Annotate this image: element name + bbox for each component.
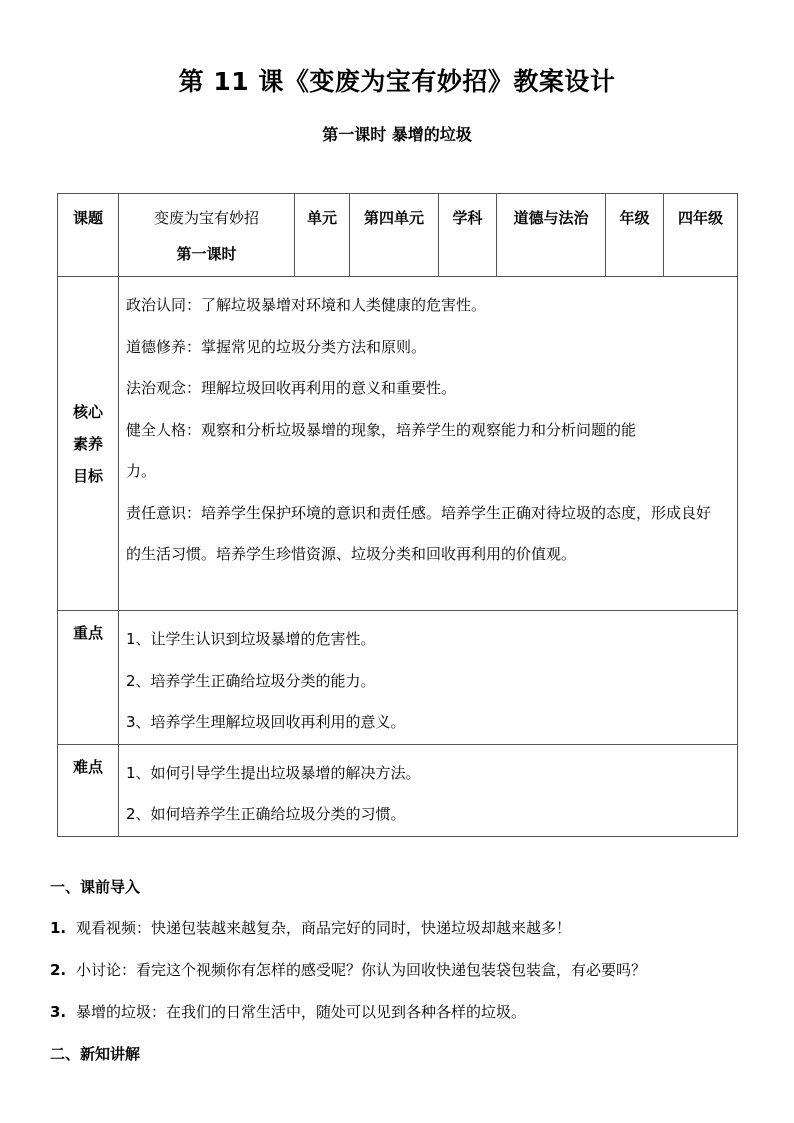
section-heading-intro: 一、课前导入 xyxy=(50,878,141,896)
list-item xyxy=(50,959,646,980)
core-label-line: 目标 xyxy=(72,466,103,485)
core-row xyxy=(58,277,738,611)
list-item-number: 2. xyxy=(50,961,67,979)
subject-value: 道德与法治 xyxy=(513,209,589,227)
list-item xyxy=(50,917,571,938)
grade-value: 四年级 xyxy=(677,209,723,227)
list-item xyxy=(50,1001,526,1022)
unit-value-cell xyxy=(350,194,439,277)
core-item: 健全人格：观察和分析垃圾暴增的现象，培养学生的观察能力和分析问题的能力。 xyxy=(126,420,637,480)
core-item: 法治观念：理解垃圾回收再利用的意义和重要性。 xyxy=(126,379,457,397)
difficulty-content-cell xyxy=(119,744,738,836)
topic-value-line2: 第一课时 xyxy=(176,245,237,263)
unit-label: 单元 xyxy=(306,209,337,227)
unit-label-cell xyxy=(295,194,350,277)
core-item: 政治认同：了解垃圾暴增对环境和人类健康的危害性。 xyxy=(126,296,487,314)
difficulty-label-cell xyxy=(58,744,119,836)
core-item: 道德修养：掌握常见的垃圾分类方法和原则。 xyxy=(126,337,427,356)
difficulty-item: 2、如何培养学生正确给垃圾分类的习惯。 xyxy=(126,805,406,823)
list-item-number: 1. xyxy=(50,919,67,937)
core-label-cell xyxy=(58,277,119,611)
grade-label: 年级 xyxy=(619,209,650,227)
list-item-text: 暴增的垃圾：在我们的日常生活中，随处可以见到各种各样的垃圾。 xyxy=(76,1003,527,1021)
core-label-line: 素养 xyxy=(72,434,103,453)
key-label: 重点 xyxy=(72,624,103,642)
document-title: 第 11 课《变废为宝有妙招》教案设计 xyxy=(178,67,616,96)
unit-value: 第四单元 xyxy=(363,209,424,227)
core-label-line: 核心 xyxy=(72,402,103,421)
core-item: 责任意识：培养学生保护环境的意识和责任感。培养学生正确对待垃圾的态度，形成良好的生活习惯。培养学生珍惜资源、垃圾分类和回收再利用的价值观。 xyxy=(126,503,712,563)
lesson-plan-table xyxy=(57,193,738,837)
list-item-text: 小讨论：看完这个视频你有怎样的感受呢？你认为回收快递包装袋包装盒，有必要吗？ xyxy=(76,961,647,979)
list-item-number: 3. xyxy=(50,1003,67,1021)
subject-value-cell xyxy=(497,194,606,277)
topic-label-cell xyxy=(58,194,119,277)
key-label-cell xyxy=(58,611,119,745)
difficulty-row xyxy=(58,744,738,836)
key-item: 3、培养学生理解垃圾回收再利用的意义。 xyxy=(126,713,406,731)
section-heading-new-knowledge: 二、新知讲解 xyxy=(50,1045,141,1063)
subject-label: 学科 xyxy=(452,209,483,227)
topic-value-line1: 变废为宝有妙招 xyxy=(153,209,259,227)
key-row xyxy=(58,611,738,745)
subject-label-cell xyxy=(439,194,497,277)
core-content-cell xyxy=(119,277,738,611)
key-item: 2、培养学生正确给垃圾分类的能力。 xyxy=(126,671,376,690)
list-item-text: 观看视频：快递包装越来越复杂，商品完好的同时，快递垃圾却越来越多！ xyxy=(76,919,572,937)
document-subtitle: 第一课时 暴增的垃圾 xyxy=(322,125,472,144)
difficulty-item: 1、如何引导学生提出垃圾暴增的解决方法。 xyxy=(126,763,421,782)
grade-value-cell xyxy=(664,194,738,277)
grade-label-cell xyxy=(606,194,664,277)
key-content-cell xyxy=(119,611,738,745)
difficulty-label: 难点 xyxy=(72,757,103,776)
topic-value-cell xyxy=(119,194,295,277)
key-item: 1、让学生认识到垃圾暴增的危害性。 xyxy=(126,630,376,648)
header-row xyxy=(58,194,738,277)
topic-label: 课题 xyxy=(72,209,103,227)
